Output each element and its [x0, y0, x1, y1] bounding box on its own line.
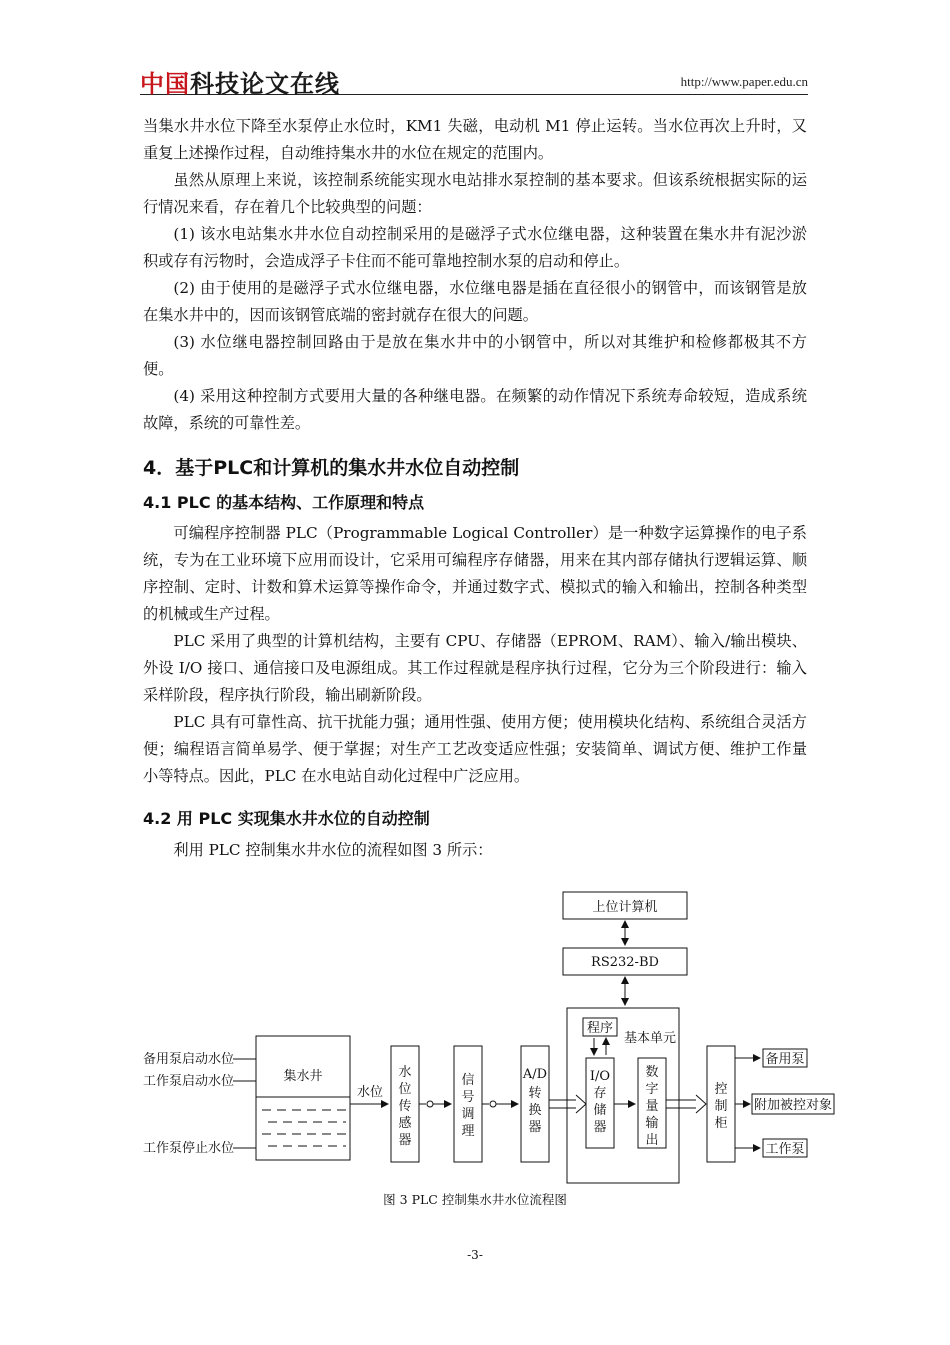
level-sensor-char: 感	[398, 1116, 412, 1131]
digital-output-char: 字	[645, 1082, 659, 1097]
paragraph: 虽然从原理上来说，该控制系统能实现水电站排水泵控制的基本要求。但该系统根据实际的运行情况来看，存在着几个比较典型的问题：	[143, 171, 807, 216]
ad-converter-char: A/D	[522, 1067, 548, 1082]
paragraph: (3) 水位继电器控制回路由于是放在集水井中的小钢管中，所以对其维护和检修都极其不方便。	[143, 333, 807, 378]
logo-black-part: 科技论文在线	[190, 70, 340, 98]
control-cabinet-char: 控	[714, 1082, 728, 1097]
io-memory-char: 存	[593, 1086, 607, 1101]
io-memory-char: 储	[593, 1103, 607, 1118]
paragraph: 可编程序控制器 PLC（Programmable Logical Controller）是一种数字运算操作的电子系统，专为在工业环境下应用而设计，它采用可编程序存储器，用来在其内部存储执行逻辑运算、顺序控制、定时、计数和算术运算等操作命令，并通过数字式、模拟式的输入和输出，控制各种类型的机械或生产过程。	[143, 524, 807, 623]
program-label: 程序	[586, 1021, 614, 1036]
control-cabinet-char: 制	[714, 1099, 728, 1114]
io-memory-char: 器	[593, 1120, 607, 1135]
extra-load-label: 附加被控对象	[753, 1098, 833, 1113]
paragraph: 利用 PLC 控制集水井水位的流程如图 3 所示：	[173, 841, 493, 859]
signal-conditioning-char: 号	[461, 1090, 475, 1105]
water-level-label: 水位	[356, 1085, 384, 1100]
paragraph: (2) 由于使用的是磁浮子式水位继电器，水位继电器是插在直径很小的钢管中，而该钢管是放在集水井中的，因而该钢管底端的密封就存在很大的问题。	[143, 279, 807, 324]
body-section-4-2	[143, 837, 807, 864]
paragraph: (4) 采用这种控制方式要用大量的各种继电器。在频繁的动作情况下系统寿命较短，造成系统故障，系统的可靠性差。	[143, 387, 807, 432]
work-start-level-label: 工作泵启动水位	[143, 1074, 235, 1089]
sump-well-label: 集水井	[283, 1069, 323, 1084]
digital-output-char: 数	[645, 1065, 659, 1080]
signal-conditioning-char: 理	[461, 1124, 475, 1139]
paragraph: PLC 采用了典型的计算机结构，主要有 CPU、存储器（EPROM、RAM）、输入/输出模块、外设 I/O 接口、通信接口及电源组成。其工作过程就是程序执行过程，它分为三个阶段进行：输入采样阶段，程序执行阶段，输出刷新阶段。	[143, 632, 807, 704]
page-number: -3-	[467, 1248, 483, 1262]
sump-well-box	[256, 1036, 350, 1160]
level-sensor-char: 传	[398, 1099, 412, 1114]
work-pump-label: 工作泵	[765, 1142, 805, 1157]
body-section-4-1	[143, 520, 807, 790]
paragraph: 当集水井水位下降至水泵停止水位时，KM1 失磁，电动机 M1 停止运转。当水位再次上升时，又重复上述操作过程，自动维持集水井的水位在规定的范围内。	[143, 117, 807, 162]
signal-conditioning-char: 信	[461, 1073, 475, 1088]
io-memory-char: I/O	[589, 1069, 611, 1084]
control-cabinet-char: 柜	[714, 1116, 728, 1131]
paragraph: (1) 该水电站集水井水位自动控制采用的是磁浮子式水位继电器，这种装置在集水井有泥沙淤积或存有污物时，会造成浮子卡住而不能可靠地控制水泵的启动和停止。	[143, 225, 807, 270]
body-top	[143, 113, 807, 437]
section-heading-4-2: 4.2 用 PLC 实现集水井水位的自动控制	[143, 809, 430, 828]
level-sensor-char: 水	[398, 1065, 412, 1080]
section-heading-4-1: 4.1 PLC 的基本结构、工作原理和特点	[143, 493, 425, 512]
section-heading-4: 4．基于PLC和计算机的集水井水位自动控制	[143, 457, 520, 479]
logo-red-part: 中国	[140, 70, 190, 98]
basic-unit-label: 基本单元	[623, 1031, 677, 1046]
plc-flow-diagram	[0, 880, 950, 1190]
ad-converter-char: 换	[528, 1103, 542, 1118]
work-stop-level-label: 工作泵停止水位	[143, 1141, 235, 1156]
digital-output-char: 出	[645, 1133, 659, 1148]
journal-logo	[140, 64, 340, 99]
level-sensor-char: 位	[398, 1082, 412, 1097]
figure-caption: 图 3 PLC 控制集水井水位流程图	[383, 1192, 567, 1207]
paragraph: PLC 具有可靠性高、抗干扰能力强；通用性强、使用方便；使用模块化结构、系统组合灵活方便；编程语言简单易学、便于掌握；对生产工艺改变适应性强；安装简单、调试方便、维护工作量小等特点。因此，PLC 在水电站自动化过程中广泛应用。	[143, 713, 807, 785]
standby-pump-label: 备用泵	[765, 1052, 805, 1067]
ad-converter-char: 转	[528, 1086, 542, 1101]
header-url[interactable]: http://www.paper.edu.cn	[680, 74, 808, 89]
page-header	[140, 62, 808, 98]
rs232-label: RS232-BD	[591, 955, 659, 970]
digital-output-char: 输	[645, 1116, 659, 1131]
signal-junction	[490, 1101, 496, 1107]
host-computer-label: 上位计算机	[592, 900, 658, 915]
sensor-junction	[427, 1101, 433, 1107]
level-sensor-char: 器	[398, 1133, 412, 1148]
ad-converter-char: 器	[528, 1120, 542, 1135]
signal-conditioning-char: 调	[461, 1107, 475, 1122]
standby-start-level-label: 备用泵启动水位	[143, 1052, 235, 1067]
digital-output-char: 量	[645, 1099, 659, 1114]
